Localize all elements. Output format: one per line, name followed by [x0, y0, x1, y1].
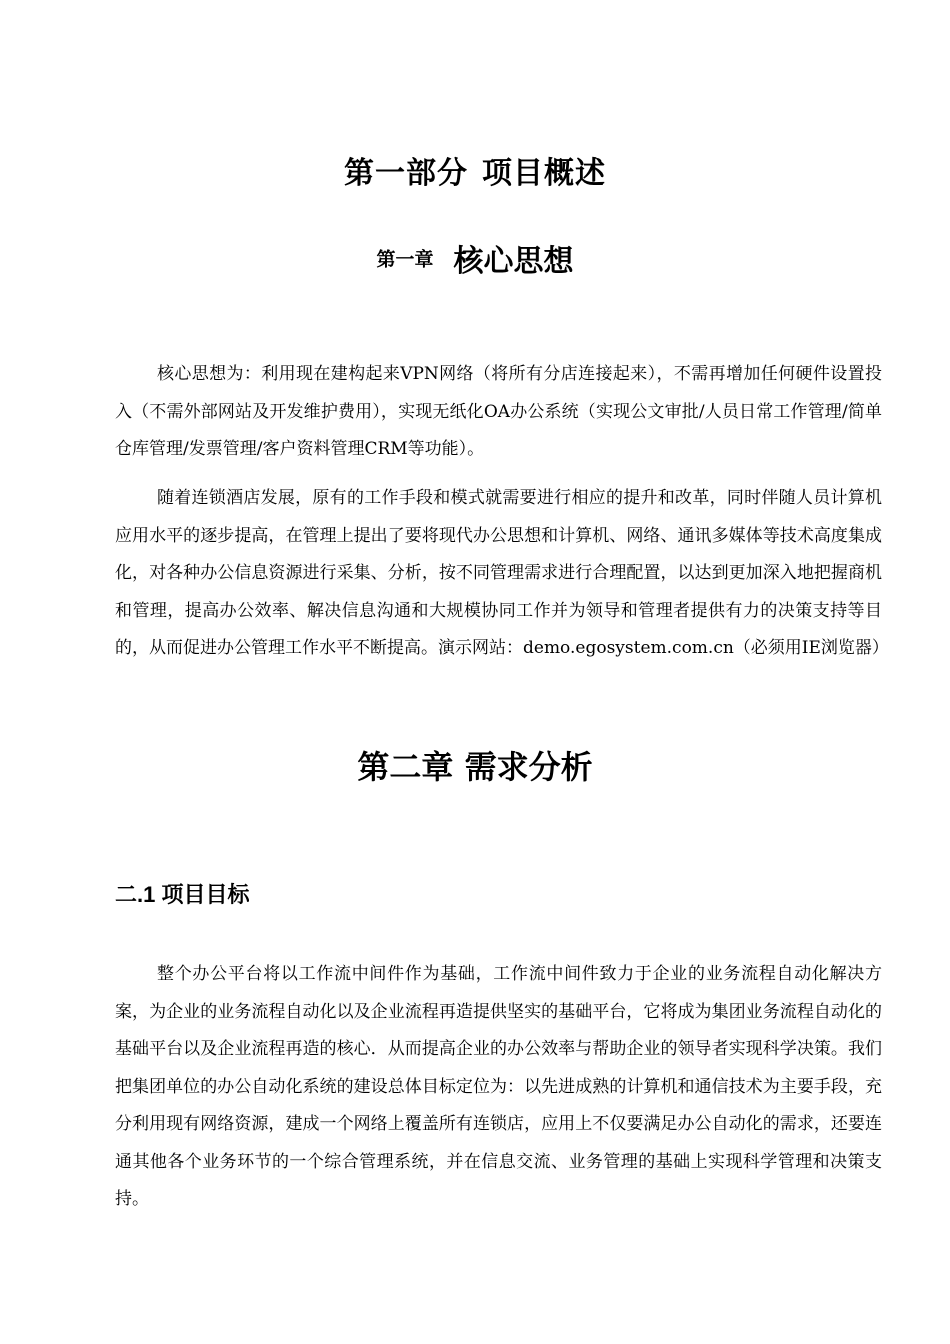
chapter-one-number: 第一章 — [376, 248, 434, 271]
section-heading-project-goal: 二.1 项目目标 — [115, 882, 250, 907]
part-title-number: 第一部分 — [344, 156, 468, 191]
part-title-name: 项目概述 — [482, 156, 606, 191]
development-paragraph: 随着连锁酒店发展，原有的工作手段和模式就需要进行相应的提升和改革，同时伴随人员计算机应用水平的逐步提高，在管理上提出了要将现代办公思想和计算机、网络、通讯多媒体等技术高度集成化，对各种办公信息资源进行采集、分析，按不同管理需求进行合理配置，以达到更加深入地把握商机和管理，提高办公效率、解决信息沟通和大规模协同工作并为领导和管理者提供有力的决策支持等目的，从而促进办公管理工作水平不断提高。演示网站：demo.egosystem.com.cn（必须用IE浏览器） — [115, 488, 889, 658]
project-goal-paragraph: 整个办公平台将以工作流中间件作为基础，工作流中间件致力于企业的业务流程自动化解决方案，为企业的业务流程自动化以及企业流程再造提供坚实的基础平台，它将成为集团业务流程自动化的基础平台以及企业流程再造的核心．从而提高企业的办公效率与帮助企业的领导者实现科学决策。我们把集团单位的办公自动化系统的建设总体目标定位为：以先进成熟的计算机和通信技术为主要手段，充分利用现有网络资源，建成一个网络上覆盖所有连锁店，应用上不仅要满足办公自动化的需求，还要连通其他各个业务环节的一个综合管理系统，并在信息交流、业务管理的基础上实现科学管理和决策支持。 — [115, 964, 882, 1209]
chapter-one-title: 核心思想 — [453, 244, 574, 279]
core-idea-paragraph: 核心思想为：利用现在建构起来VPN网络（将所有分店连接起来），不需再增加任何硬件设置投入（不需外部网站及开发维护费用），实现无纸化OA办公系统（实现公文审批/人员日常工作管理/简单仓库管理/发票管理/客户资料管理CRM等功能）。 — [115, 364, 882, 459]
chapter-one-heading — [0, 236, 950, 280]
chapter-two-heading: 第二章 需求分析 — [357, 748, 593, 786]
part-title — [0, 148, 950, 192]
